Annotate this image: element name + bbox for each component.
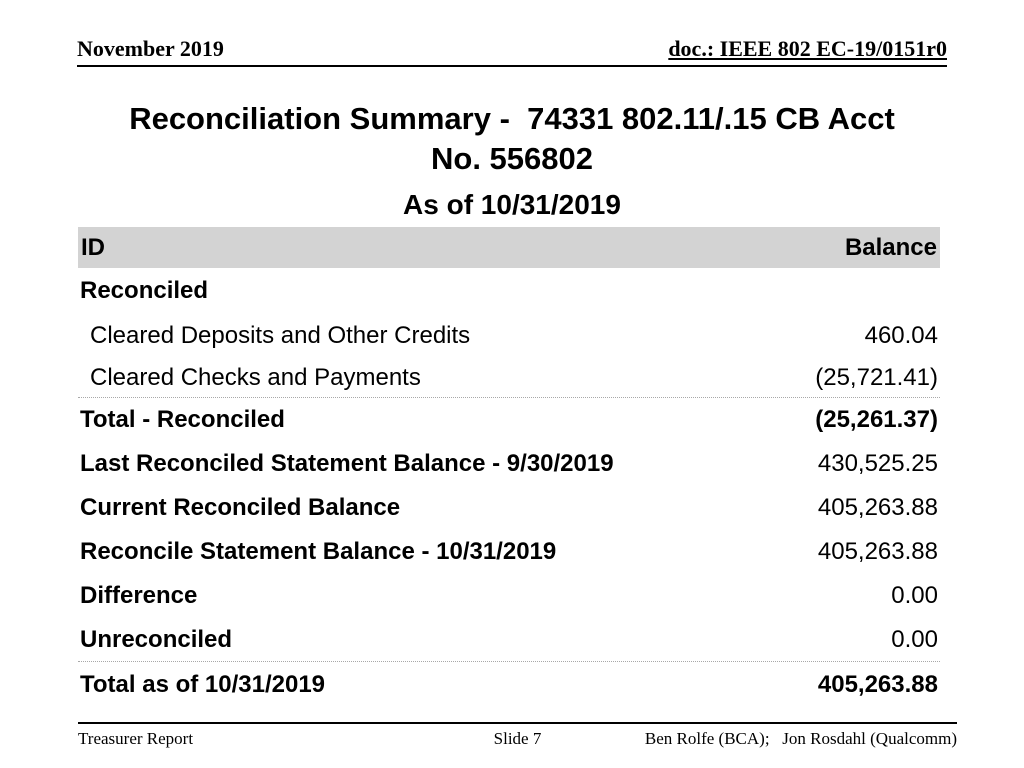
table-row <box>78 618 940 662</box>
row-label: Total - Reconciled <box>80 406 285 433</box>
row-label: Reconciled <box>80 277 209 304</box>
row-balance-value: 405,263.88 <box>817 671 938 698</box>
row-balance-value: 0.00 <box>891 582 938 609</box>
column-header-id: ID <box>81 233 105 261</box>
row-balance-value: (25,721.41) <box>815 363 938 391</box>
row-balance-value: 405,263.88 <box>817 494 938 521</box>
table-row <box>78 574 940 618</box>
slide-footer <box>78 722 957 749</box>
row-label: Difference <box>80 582 198 609</box>
header-doc-id: doc.: IEEE 802 EC-19/0151r0 <box>668 36 947 61</box>
table-row <box>78 530 940 574</box>
title-line-1: Reconciliation Summary - 74331 802.11/.15 CB Acct <box>129 101 895 136</box>
slide-title <box>0 99 1024 225</box>
row-balance-value: 0.00 <box>891 625 938 653</box>
table-row <box>78 268 940 314</box>
table-header-row <box>78 227 940 268</box>
row-label: Total as of 10/31/2019 <box>80 671 326 698</box>
row-label: Current Reconciled Balance <box>80 494 401 521</box>
table-body <box>78 268 940 708</box>
header-rule <box>77 65 947 67</box>
row-label: Reconcile Statement Balance - 10/31/2019 <box>80 538 557 565</box>
table-row <box>78 398 940 442</box>
table-row <box>78 314 940 358</box>
table-row <box>78 662 940 708</box>
footer-report-name: Treasurer Report <box>78 729 194 748</box>
row-label: Last Reconciled Statement Balance - 9/30/2019 <box>80 450 614 477</box>
header-date: November 2019 <box>77 36 224 61</box>
title-line-2: No. 556802 <box>431 141 593 176</box>
slide-header <box>77 36 947 67</box>
row-label: Cleared Deposits and Other Credits <box>90 322 471 349</box>
column-header-balance: Balance <box>844 233 937 261</box>
row-balance-value: 430,525.25 <box>817 450 938 477</box>
row-balance-value: 405,263.88 <box>817 538 938 565</box>
row-label: Unreconciled <box>80 625 233 653</box>
slide-header-row <box>77 36 947 62</box>
footer-slide-number: Slide 7 <box>493 729 542 748</box>
row-balance-value: (25,261.37) <box>815 406 938 433</box>
table-row <box>78 486 940 530</box>
row-label: Cleared Checks and Payments <box>90 363 421 391</box>
table-row <box>78 442 940 486</box>
reconciliation-table <box>78 227 940 708</box>
table-row <box>78 358 940 398</box>
footer-authors: Ben Rolfe (BCA); Jon Rosdahl (Qualcomm) <box>644 729 957 748</box>
title-as-of: As of 10/31/2019 <box>403 189 621 220</box>
row-balance-value: 460.04 <box>864 322 938 349</box>
